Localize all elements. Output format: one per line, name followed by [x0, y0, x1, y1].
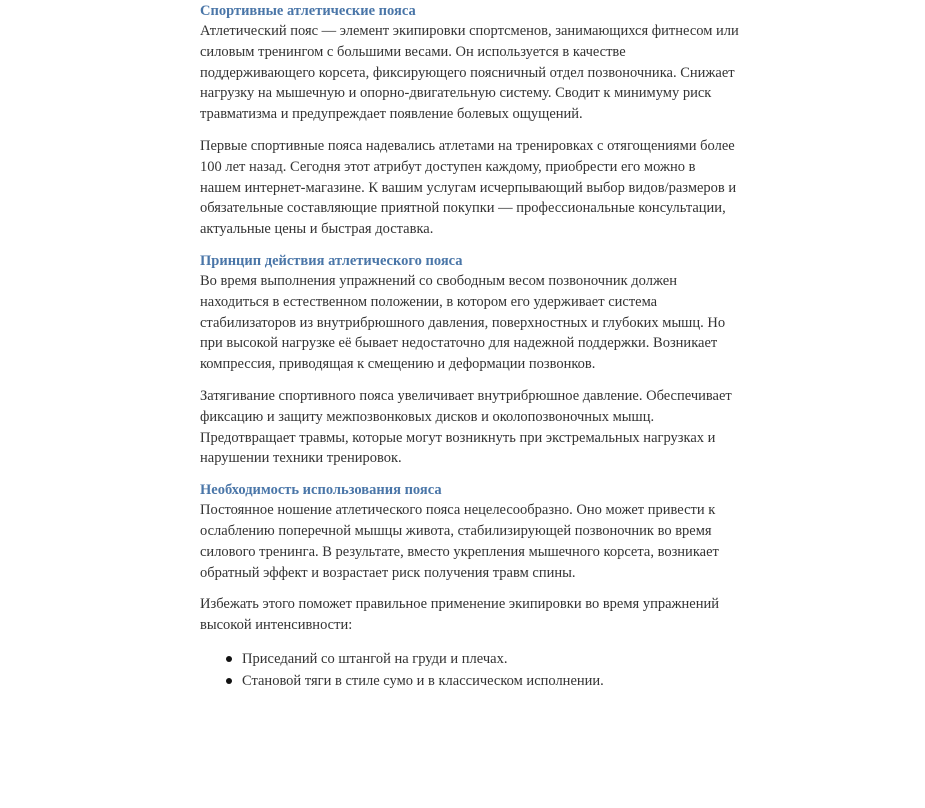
paragraph: Атлетический пояс — элемент экипировки спортсменов, занимающихся фитнесом или силовым тренингом с большими весами. Он используется в качестве поддерживающего корсета, фиксирующего поясничный отдел позвоночника. Снижает нагрузку на мышечную и опорно-двигательную систему. Сводит к минимуму риск травматизма и предупреждает появление болевых ощущений. [200, 23, 739, 123]
section-heading: Принцип действия атлетического пояса [200, 252, 463, 269]
section-heading: Необходимость использования пояса [200, 482, 442, 499]
list-item [242, 670, 740, 692]
exercise-list [200, 648, 740, 692]
list-item-text: Становой тяги в стиле сумо и в классическом исполнении. [242, 672, 604, 689]
paragraph: Избежать этого поможет правильное применение экипировки во время упражнений высокой интенсивности: [200, 596, 720, 634]
bullet-icon [226, 678, 232, 684]
paragraph: Затягивание спортивного пояса увеличивает внутрибрюшное давление. Обеспечивает фиксацию и защиту межпозвонковых дисков и околопозвоночных мышц. Предотвращает травмы, которые могут возникнуть при экстремальных нагрузках и нарушении техники тренировок. [200, 387, 732, 467]
section-belt-necessity [200, 480, 740, 692]
section-belt-principle [200, 251, 740, 469]
section-heading: Спортивные атлетические пояса [200, 3, 416, 19]
paragraph: Первые спортивные пояса надевались атлетами на тренировках с отягощениями более 100 лет назад. Сегодня этот атрибут доступен каждому, приобрести его можно в нашем интернет-магазине. К вашим услугам исчерпывающий выбор видов/размеров и обязательные составляющие приятной покупки — профессиональные консультации, актуальные цены и быстрая доставка. [200, 137, 737, 238]
bullet-icon [226, 656, 232, 662]
list-item-text: Приседаний со штангой на груди и плечах. [242, 650, 508, 667]
paragraph: Во время выполнения упражнений со свободным весом позвоночник должен находиться в естественном положении, в котором его удерживает система стабилизаторов из внутрибрюшного давления, поверхностных и глубоких мышц. Но при высокой нагрузке её бывает недостаточно для надежной поддержки. Возникает компрессия, приводящая к смещению и деформации позвонков. [200, 272, 726, 373]
list-item [242, 648, 740, 670]
paragraph: Постоянное ношение атлетического пояса нецелесообразно. Оно может привести к ослаблению поперечной мышцы живота, стабилизирующей позвоночник во время силового тренинга. В результате, вместо укрепления мышечного корсета, возникает обратный эффект и возрастает риск получения травм спины. [200, 502, 719, 581]
article-body [200, 0, 740, 692]
section-sport-belts [200, 1, 740, 240]
